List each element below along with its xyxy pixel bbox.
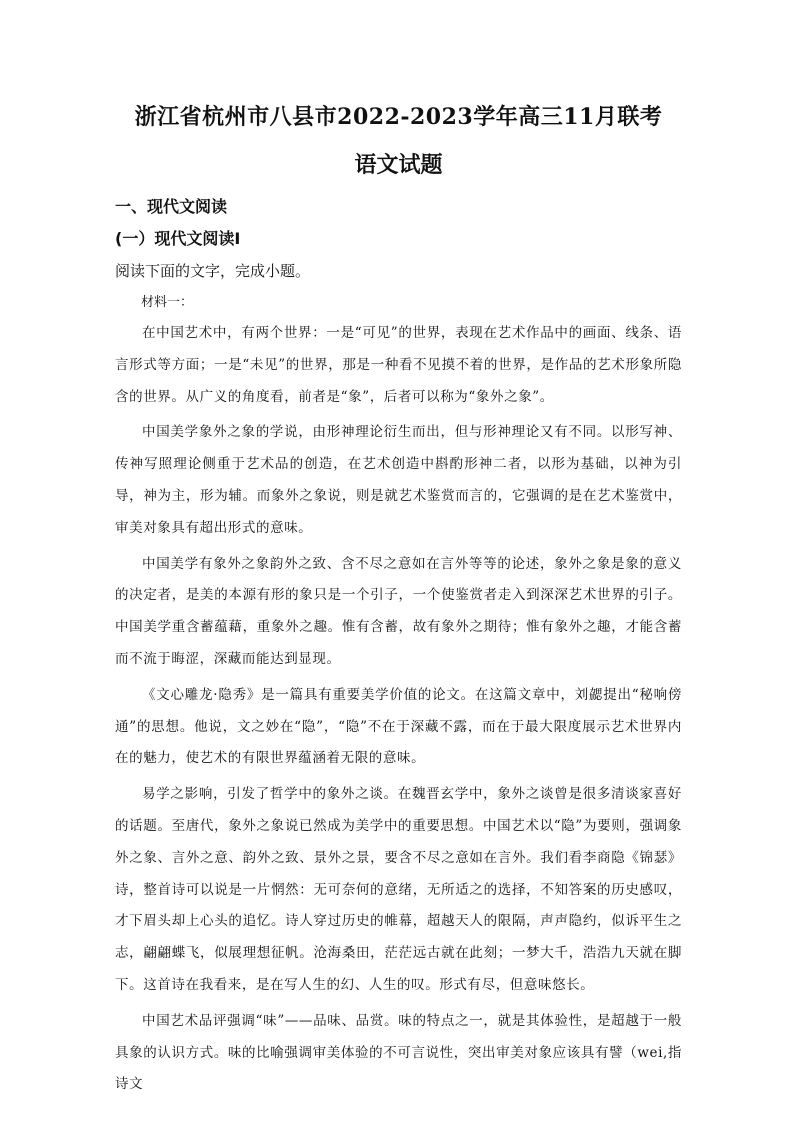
material-label: 材料一： bbox=[141, 295, 194, 310]
paragraph: 中国美学有象外之象韵外之致、含不尽之意如在言外等等的论述，象外之象是象的意义的决定者，是美的本源有形的象只是一个引子，一个使鉴赏者走入到深深艺术世界的引子。中国美学重含蓄蕴藉，重象外之趣。惟有含蓄，故有象外之期待；惟有象外之趣，才能含蓄而不流于晦涩，深藏而能达到显现。 bbox=[115, 555, 682, 667]
paragraph: 《文心雕龙·隐秀》是一篇具有重要美学价值的论文。在这篇文章中，刘勰提出“秘响傍通”的思想。他说，文之妙在“隐”，“隐”不在于深藏不露，而在于最大限度展示艺术世界内在的魅力，使艺术的有限世界蕴涵着无限的意味。 bbox=[115, 686, 682, 767]
subsection-heading: (一）现代文阅读Ⅰ bbox=[115, 229, 241, 248]
section-heading: 一、现代文阅读 bbox=[115, 197, 228, 216]
reading-instruction: 阅读下面的文字，完成小题。 bbox=[115, 262, 311, 280]
document-subtitle: 语文试题 bbox=[354, 152, 443, 178]
paragraph: 易学之影响，引发了哲学中的象外之谈。在魏晋玄学中，象外之谈曾是很多清谈家喜好的话题。至唐代，象外之象说已然成为美学中的重要思想。中国艺术以“隐”为要则，强调象外之象、言外之意、韵外之致、景外之景，要含不尽之意如在言外。我们看李商隐《锦瑟》诗，整首诗可以说是一片惘然：无可奈何的意绪，无所适之的选择，不知答案的历史感叹，才下眉头却上心头的追忆。诗人穿过历史的帷幕，超越天人的限隔，声声隐约，似诉平生之志，翩翩蝶飞，似展理想征帆。沧海桑田，茫茫远古就在此刻；一梦大千，浩浩九天就在脚下。这首诗在我看来，是在写人生的幻、人生的叹。形式有尽，但意味悠长。 bbox=[115, 786, 682, 993]
paragraph: 中国艺术品评强调“味”——品味、品赏。味的特点之一，就是其体验性，是超越于一般具象的认识方式。味的比喻强调审美体验的不可言说性，突出审美对象应该具有譬（wei,指诗文 bbox=[115, 1012, 682, 1093]
paragraph: 在中国艺术中，有两个世界：一是“可见”的世界，表现在艺术作品中的画面、线条、语言形式等方面；一是“未见”的世界，那是一种看不见摸不着的世界，是作品的艺术形象所隐含的世界。从广义的角度看，前者是“象”，后者可以称为“象外之象”。 bbox=[115, 325, 682, 405]
document-title: 浙江省杭州市八县市2022-2023学年高三11月联考 bbox=[134, 104, 663, 130]
paragraph: 中国美学象外之象的学说，由形神理论衍生而出，但与形神理论又有不同。以形写神、传神写照理论侧重于艺术品的创造，在艺术创造中斟酌形神二者，以形为基础，以神为引导，神为主，形为辅。而象外之象说，则是就艺术鉴赏而言的，它强调的是在艺术鉴赏中，审美对象具有超出形式的意味。 bbox=[115, 424, 682, 536]
